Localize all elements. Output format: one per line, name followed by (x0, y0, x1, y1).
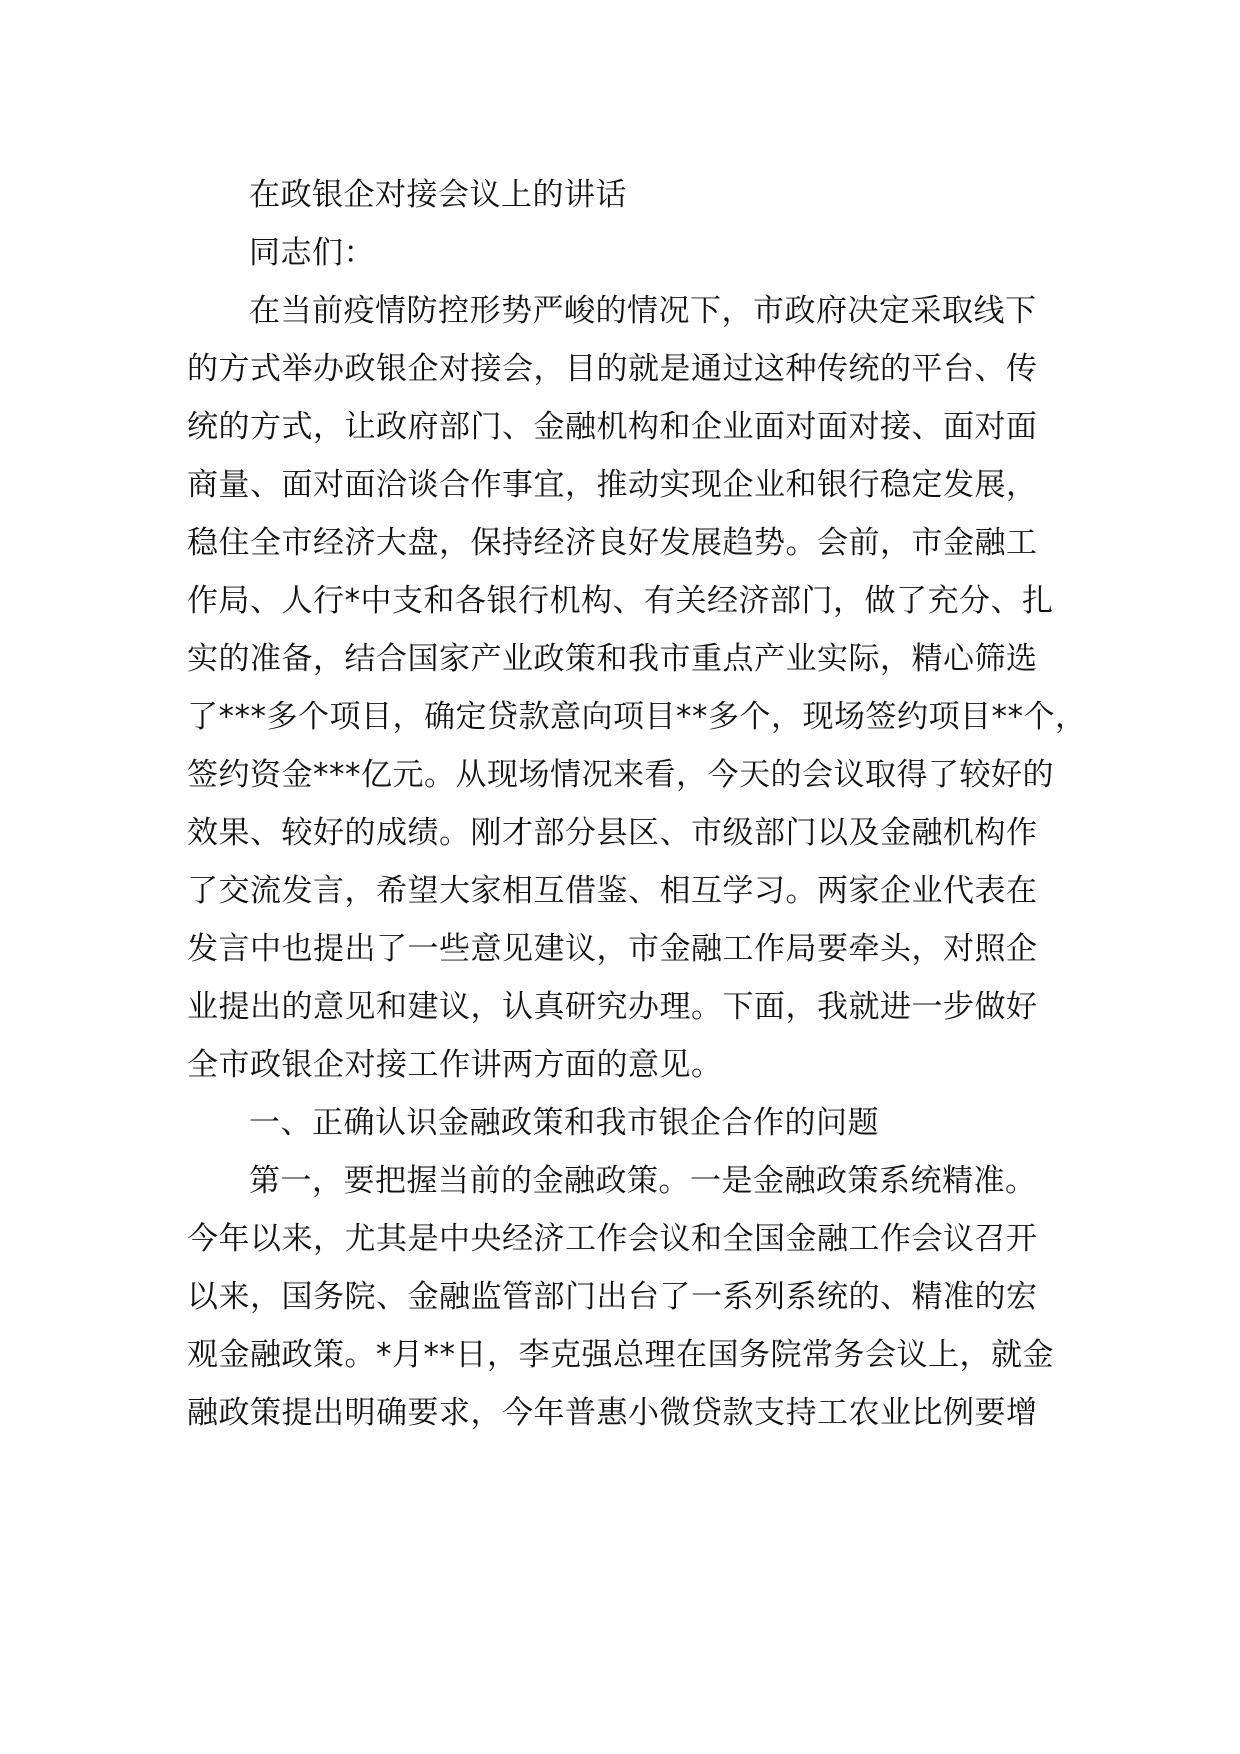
paragraph-line: 在当前疫情防控形势严峻的情况下，市政府决定采取线下 (249, 293, 1037, 329)
paragraph-line: 作局、人行*中支和各银行机构、有关经济部门，做了充分、扎 (187, 583, 1054, 619)
paragraph-line: 稳住全市经济大盘，保持经济良好发展趋势。会前，市金融工 (187, 525, 1038, 561)
paragraph-line: 了***多个项目，确定贷款意向项目**多个，现场签约项目**个， (187, 699, 1087, 735)
paragraph-line: 今年以来，尤其是中央经济工作会议和全国金融工作会议召开 (187, 1221, 1038, 1257)
paragraph-line: 签约资金***亿元。从现场情况来看，今天的会议取得了较好的 (187, 757, 1054, 793)
salutation: 同志们： (249, 235, 375, 271)
paragraph-line: 实的准备，结合国家产业政策和我市重点产业实际，精心筛选 (187, 641, 1038, 677)
paragraph-line: 融政策提出明确要求，今年普惠小微贷款支持工农业比例要增 (187, 1395, 1038, 1431)
document-title: 在政银企对接会议上的讲话 (249, 177, 627, 213)
paragraph-line: 观金融政策。*月**日，李克强总理在国务院常务会议上，就金 (187, 1337, 1054, 1373)
paragraph-line: 发言中也提出了一些意见建议，市金融工作局要牵头，对照企 (187, 931, 1038, 967)
paragraph-line: 效果、较好的成绩。刚才部分县区、市级部门以及金融机构作 (187, 815, 1038, 851)
paragraph-line: 的方式举办政银企对接会，目的就是通过这种传统的平台、传 (187, 351, 1038, 387)
paragraph-line: 商量、面对面洽谈合作事宜，推动实现企业和银行稳定发展， (187, 467, 1038, 503)
paragraph-line: 了交流发言，希望大家相互借鉴、相互学习。两家企业代表在 (187, 873, 1038, 909)
section-heading: 一、正确认识金融政策和我市银企合作的问题 (249, 1105, 879, 1141)
paragraph-line: 统的方式，让政府部门、金融机构和企业面对面对接、面对面 (187, 409, 1038, 445)
paragraph-line: 第一，要把握当前的金融政策。一是金融政策系统精准。 (249, 1163, 1037, 1199)
paragraph-line: 以来，国务院、金融监管部门出台了一系列系统的、精准的宏 (187, 1279, 1038, 1315)
paragraph-line: 全市政银企对接工作讲两方面的意见。 (187, 1047, 723, 1083)
paragraph-line: 业提出的意见和建议，认真研究办理。下面，我就进一步做好 (187, 989, 1038, 1025)
